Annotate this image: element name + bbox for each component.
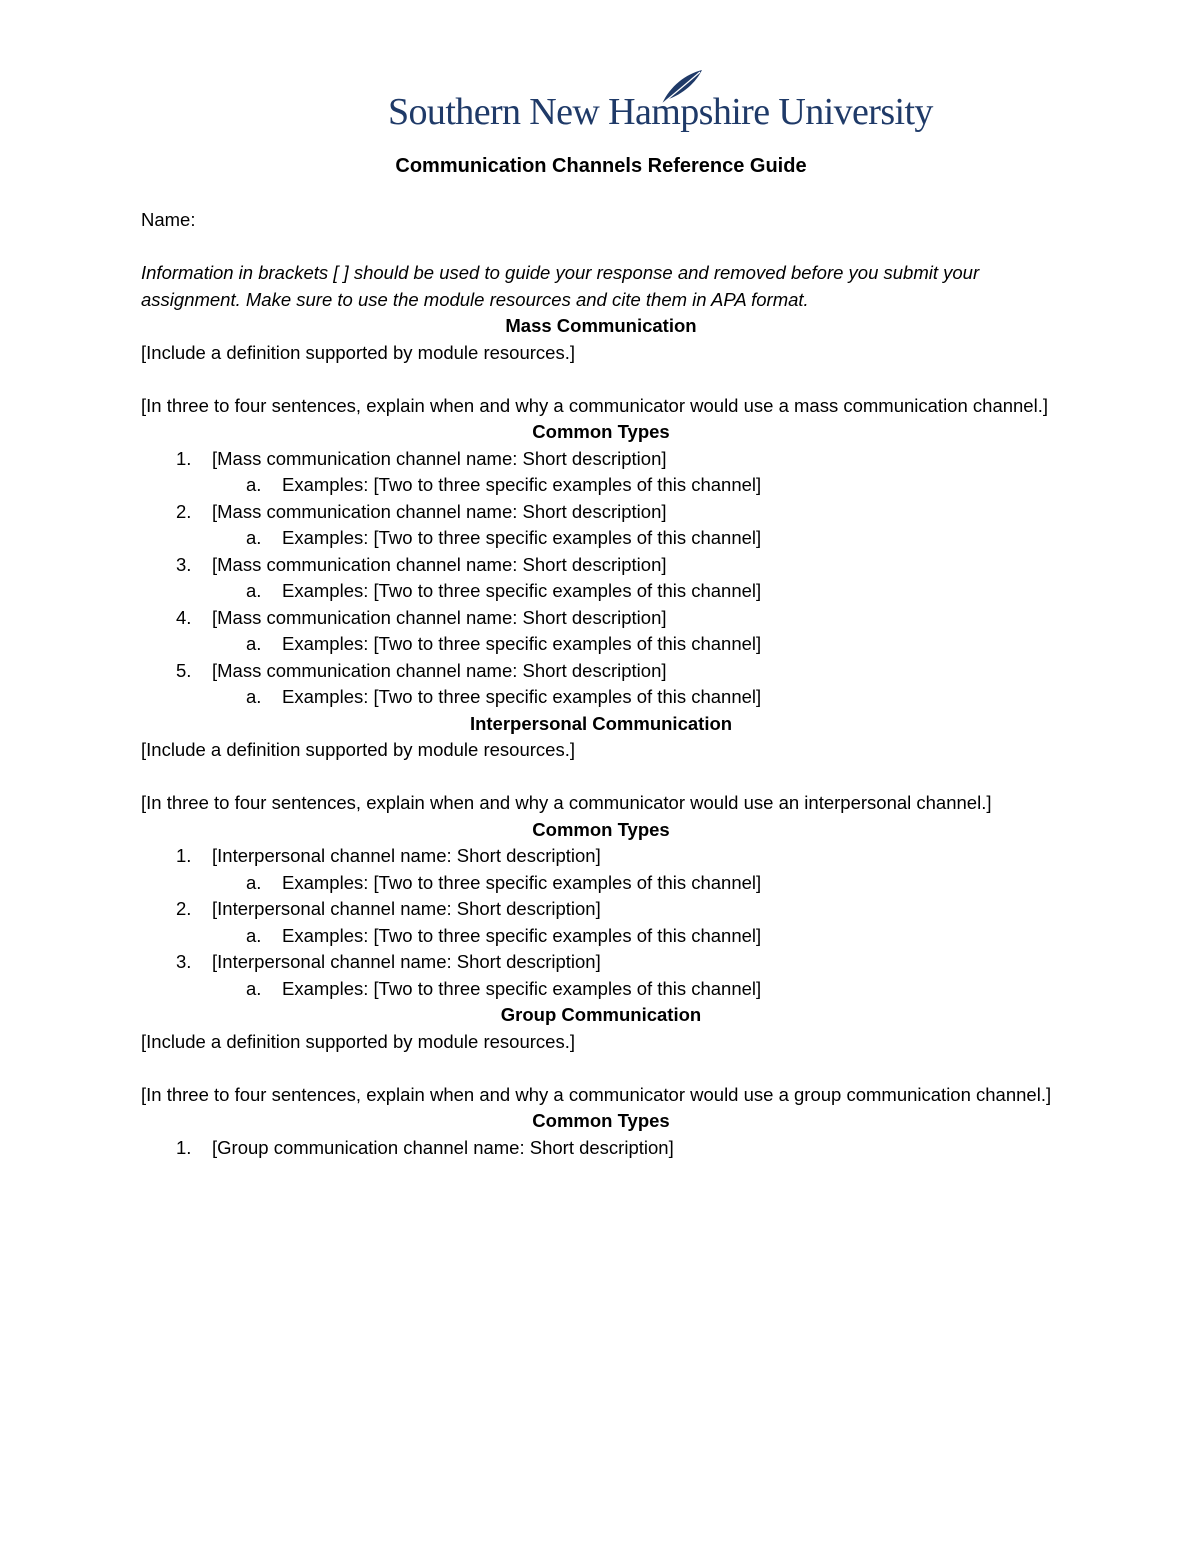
sub-list-item bbox=[141, 870, 1061, 897]
sub-list-text: Examples: [Two to three specific examples of this channel] bbox=[282, 924, 762, 946]
leaf-icon bbox=[656, 68, 706, 108]
list-item bbox=[141, 843, 1061, 870]
definition-placeholder: [Include a definition supported by module resources.] bbox=[141, 739, 575, 760]
logo-wordmark: Southern New Hampshire University bbox=[388, 91, 933, 133]
list-item-text: [Mass communication channel name: Short description] bbox=[212, 447, 667, 469]
list-item bbox=[141, 896, 1061, 923]
list-item-text: [Group communication channel name: Short description] bbox=[212, 1136, 674, 1158]
sub-list-letter: a. bbox=[246, 686, 262, 707]
list-item-text: [Mass communication channel name: Short description] bbox=[212, 500, 667, 522]
list-number: 5. bbox=[176, 659, 192, 681]
list-number: 1. bbox=[176, 447, 192, 469]
sub-list-item bbox=[141, 525, 1061, 552]
section-heading-interpersonal: Interpersonal Communication bbox=[469, 712, 733, 734]
types-list-group bbox=[141, 1135, 1061, 1162]
instructions-text: Information in brackets [ ] should be used to guide your response and removed before you submit your assignment. Make sure to use the module resources and cite them in APA format. bbox=[141, 262, 980, 310]
sub-list-item bbox=[141, 472, 1061, 499]
section-heading-group: Group Communication bbox=[500, 1004, 702, 1025]
sub-list-item bbox=[141, 578, 1061, 605]
page-title: Communication Channels Reference Guide bbox=[395, 155, 807, 177]
section-heading-mass: Mass Communication bbox=[505, 315, 697, 336]
sub-list-letter: a. bbox=[246, 924, 262, 946]
sub-list-letter: a. bbox=[246, 633, 262, 654]
list-number: 3. bbox=[176, 951, 192, 972]
explain-placeholder: [In three to four sentences, explain when and why a communicator would use a group communication channel.] bbox=[141, 1083, 1052, 1105]
list-item-text: [Mass communication channel name: Short description] bbox=[212, 553, 667, 575]
list-item bbox=[141, 605, 1061, 632]
sub-list-letter: a. bbox=[246, 474, 262, 495]
sub-list-text: Examples: [Two to three specific examples of this channel] bbox=[282, 633, 762, 654]
definition-placeholder: [Include a definition supported by module resources.] bbox=[141, 1030, 575, 1052]
common-types-heading: Common Types bbox=[532, 818, 670, 840]
list-number: 3. bbox=[176, 553, 192, 575]
definition-placeholder: [Include a definition supported by module resources.] bbox=[141, 341, 575, 363]
explain-placeholder: [In three to four sentences, explain when and why a communicator would use a mass communication channel.] bbox=[141, 394, 1048, 416]
sub-list-letter: a. bbox=[246, 977, 262, 999]
common-types-heading: Common Types bbox=[532, 1110, 670, 1131]
sub-list-text: Examples: [Two to three specific examples of this channel] bbox=[282, 871, 762, 893]
sub-list-item bbox=[141, 976, 1061, 1003]
list-item-text: [Interpersonal channel name: Short description] bbox=[212, 845, 601, 866]
sub-list-letter: a. bbox=[246, 871, 262, 893]
sub-list-item bbox=[141, 923, 1061, 950]
list-number: 1. bbox=[176, 1136, 192, 1158]
sub-list-letter: a. bbox=[246, 527, 262, 548]
list-item bbox=[141, 499, 1061, 526]
list-item-text: [Interpersonal channel name: Short description] bbox=[212, 898, 601, 919]
list-item bbox=[141, 446, 1061, 473]
university-logo bbox=[388, 68, 933, 138]
list-item bbox=[141, 552, 1061, 579]
sub-list-text: Examples: [Two to three specific examples of this channel] bbox=[282, 977, 762, 999]
list-item-text: [Mass communication channel name: Short description] bbox=[212, 659, 667, 681]
list-number: 4. bbox=[176, 606, 192, 628]
sub-list-text: Examples: [Two to three specific examples of this channel] bbox=[282, 527, 762, 548]
sub-list-text: Examples: [Two to three specific examples of this channel] bbox=[282, 686, 762, 707]
list-number: 1. bbox=[176, 845, 192, 866]
name-label: Name: bbox=[141, 209, 196, 230]
sub-list-text: Examples: [Two to three specific examples of this channel] bbox=[282, 580, 762, 601]
types-list-interpersonal bbox=[141, 843, 1061, 1002]
list-item-text: [Interpersonal channel name: Short description] bbox=[212, 951, 601, 972]
sub-list-letter: a. bbox=[246, 580, 262, 601]
explain-placeholder: [In three to four sentences, explain when and why a communicator would use an interpersonal channel.] bbox=[141, 792, 992, 813]
list-number: 2. bbox=[176, 898, 192, 919]
list-item bbox=[141, 658, 1061, 685]
list-item bbox=[141, 1135, 1061, 1162]
common-types-heading: Common Types bbox=[532, 421, 670, 442]
list-item-text: [Mass communication channel name: Short description] bbox=[212, 606, 667, 628]
types-list-mass bbox=[141, 446, 1061, 711]
list-number: 2. bbox=[176, 500, 192, 522]
list-item bbox=[141, 949, 1061, 976]
sub-list-item bbox=[141, 684, 1061, 711]
document-body bbox=[141, 150, 1061, 1161]
sub-list-item bbox=[141, 631, 1061, 658]
sub-list-text: Examples: [Two to three specific examples of this channel] bbox=[282, 474, 762, 495]
